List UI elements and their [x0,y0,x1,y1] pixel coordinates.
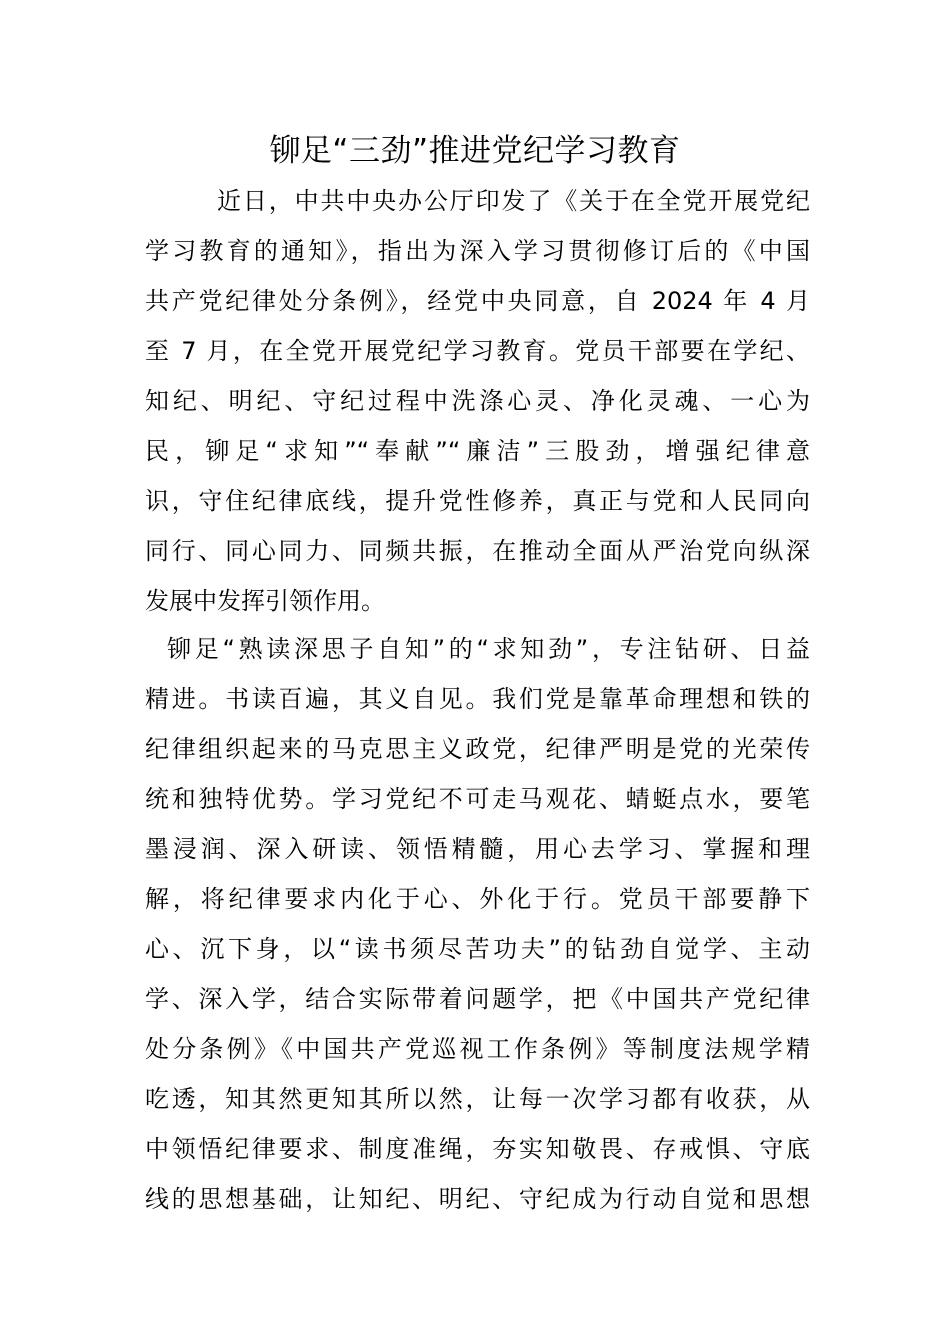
paragraph-1 [145,176,810,626]
paragraph-line: 心、沉下身，以“读书须尽苦功夫”的钻劲自觉学、主动 [145,935,810,963]
paragraph-line: 统和独特优势。学习党纪不可走马观花、蜻蜓点水，要笔 [145,785,810,813]
paragraph-line: 吃透，知其然更知其所以然，让每一次学习都有收获，从 [145,1085,810,1113]
paragraph-line: 同行、同心同力、同频共振，在推动全面从严治党向纵深 [145,537,810,565]
paragraph-line: 识，守住纪律底线，提升党性修养，真正与党和人民同向 [145,487,810,515]
paragraph-line: 墨浸润、深入研读、领悟精髓，用心去学习、掌握和理 [145,835,810,863]
paragraph-line: 线的思想基础，让知纪、明纪、守纪成为行动自觉和思想 [145,1185,810,1213]
document-title: 铆足“三劲”推进党纪学习教育 [269,133,681,169]
paragraph-line: 知纪、明纪、守纪过程中洗涤心灵、净化灵魂、一心为 [145,387,810,415]
paragraph-line: 纪律组织起来的马克思主义政党，纪律严明是党的光荣传 [145,735,810,763]
paragraph-line: 民，铆足“求知”“奉献”“廉洁”三股劲，增强纪律意 [145,437,810,465]
paragraph-line: 发展中发挥引领作用。 [145,587,385,615]
paragraph-line: 学习教育的通知》，指出为深入学习贯彻修订后的《中国 [145,237,810,265]
paragraph-line: 精进。书读百遍，其义自见。我们党是靠革命理想和铁的 [145,685,810,713]
paragraph-line: 处分条例》《中国共产党巡视工作条例》等制度法规学精 [145,1035,810,1063]
paragraph-line: 至 7 月，在全党开展党纪学习教育。党员干部要在学纪、 [145,337,810,365]
paragraph-line: 中领悟纪律要求、制度准绳，夯实知敬畏、存戒惧、守底 [145,1135,810,1163]
paragraph-line: 近日，中共中央办公厅印发了《关于在全党开展党纪 [217,187,810,215]
paragraph-2 [145,624,810,1224]
paragraph-line: 共产党纪律处分条例》，经党中央同意，自 2024 年 4 月 [145,287,810,315]
paragraph-line: 铆足“熟读深思子自知”的“求知劲”，专注钻研、日益 [167,635,810,663]
paragraph-line: 学、深入学，结合实际带着问题学，把《中国共产党纪律 [145,985,810,1013]
paragraph-line: 解，将纪律要求内化于心、外化于行。党员干部要静下 [145,885,810,913]
